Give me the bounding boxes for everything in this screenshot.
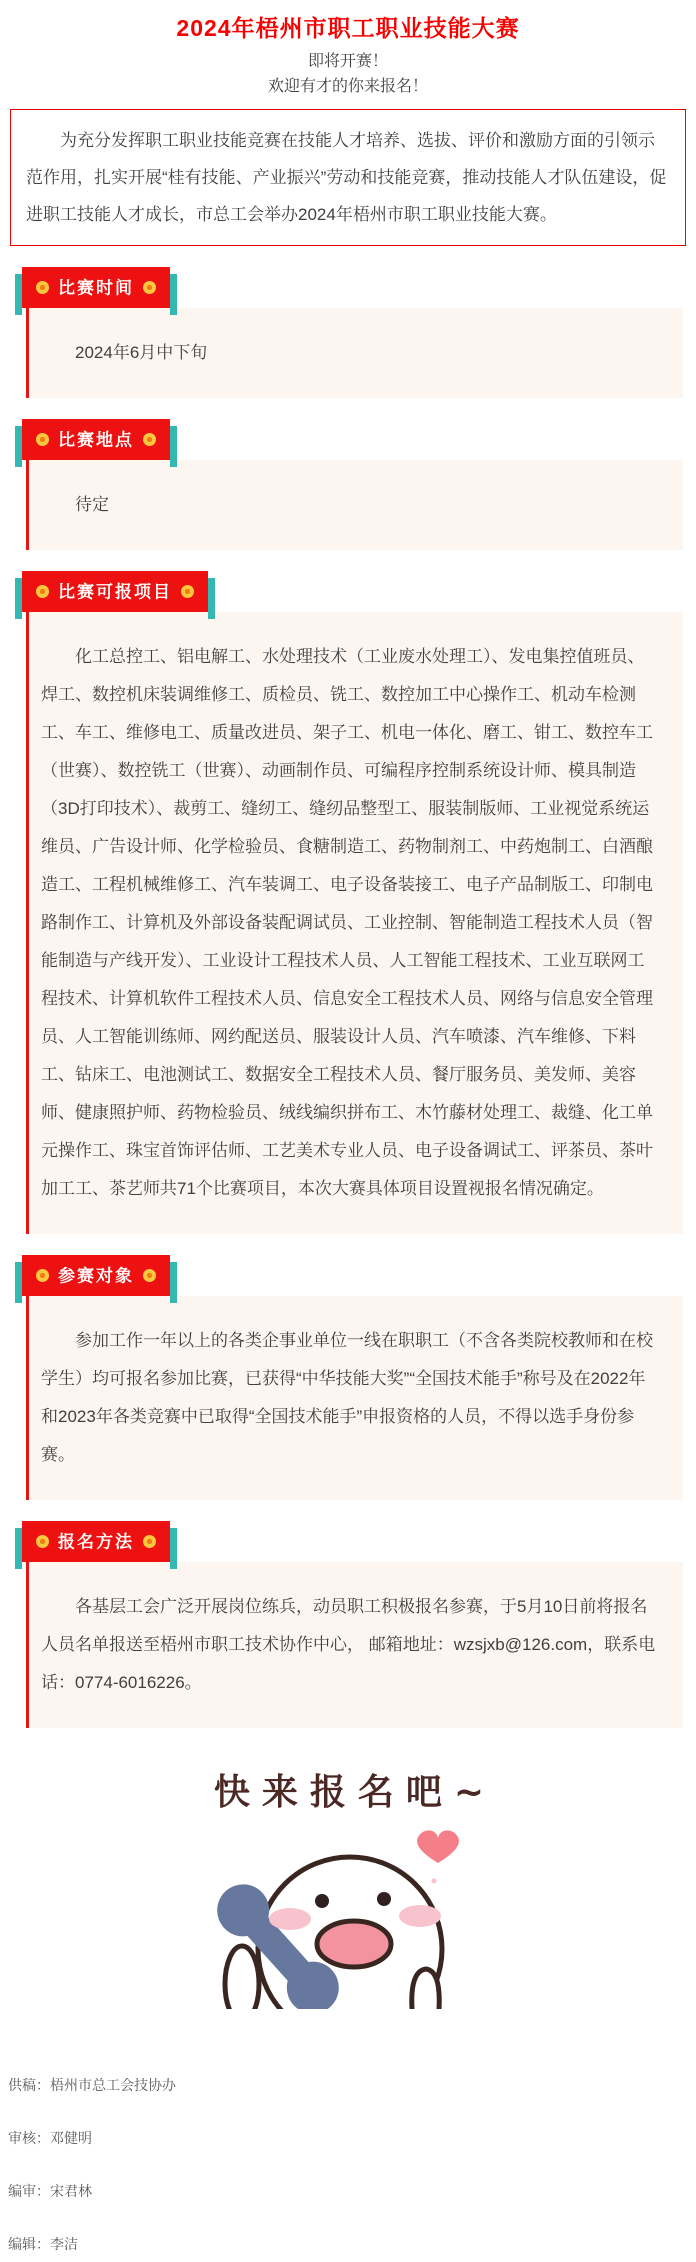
section-heading-label: 比赛可报项目	[58, 582, 172, 602]
section-heading-badge	[22, 571, 208, 612]
credit-editor: 编辑：李洁	[8, 2236, 78, 2252]
section-heading-label: 比赛时间	[58, 278, 134, 298]
section-registration-method	[0, 1521, 696, 1728]
section-body	[26, 1562, 683, 1728]
subtitle-line-1: 即将开赛！	[307, 53, 388, 70]
footer-credits	[8, 2075, 696, 2254]
section-competition-events	[0, 571, 696, 1234]
section-body	[26, 308, 683, 398]
credit-reviewer: 审核：邓健明	[8, 2130, 92, 2146]
section-competition-venue	[0, 419, 696, 550]
intro-paragraph: 为充分发挥职工职业技能竞赛在技能人才培养、选拔、评价和激励方面的引领示范作用，扎实开展“桂有技能、产业振兴”劳动和技能竞赛，推动技能人才队伍建设，促进职工技能人才成长，市总工会举办2024年梧州市职工职业技能大赛。	[26, 131, 667, 224]
credit-contributor: 供稿：梧州市总工会技协办	[8, 2077, 176, 2093]
coin-icon	[36, 1535, 49, 1548]
section-heading-badge	[22, 1255, 170, 1296]
mascot-illustration	[118, 1819, 578, 2009]
section-text: 参加工作一年以上的各类企事业单位一线在职职工（不含各类院校教师和在校学生）均可报名参加比赛，已获得“中华技能大奖”“全国技术能手”称号及在2022年和2023年各类竞赛中已取得“全国技术能手”申报资格的人员，不得以选手身份参赛。	[41, 1331, 653, 1464]
coin-icon	[143, 433, 156, 446]
section-text: 待定	[75, 495, 109, 514]
coin-icon	[36, 1269, 49, 1282]
coin-icon	[143, 281, 156, 294]
subtitle-line-2: 欢迎有才的你来报名！	[267, 78, 428, 95]
section-competition-time	[0, 267, 696, 398]
coin-icon	[36, 281, 49, 294]
section-heading-badge	[22, 419, 170, 460]
section-heading-badge	[22, 267, 170, 308]
illustration-caption: 快来报名吧~	[213, 1772, 497, 1813]
section-text: 化工总控工、铝电解工、水处理技术（工业废水处理工）、发电集控值班员、焊工、数控机床装调维修工、质检员、铣工、数控加工中心操作工、机动车检测工、车工、维修电工、质量改进员、架子工、机电一体化、磨工、钳工、数控车工（世赛）、数控铣工（世赛）、动画制作员、可编程序控制系统设计师、模具制造（3D打印技术）、裁剪工、缝纫工、缝纫品整型工、服装制版师、工业视觉系统运维员、广告设计师、化学检验员、食糖制造工、药物制剂工、中药炮制工、白酒酿造工、工程机械维修工、汽车装调工、电子设备装接工、电子产品制版工、印制电路制作工、计算机及外部设备装配调试员、工业控制、智能制造工程技术人员（智能制造与产线开发）、工业设计工程技术人员、人工智能工程技术、工业互联网工程技术、计算机软件工程技术人员、信息安全工程技术人员、网络与信息安全管理员、人工智能训练师、网约配送员、服装设计人员、汽车喷漆、汽车维修、下料工、钻床工、电池测试工、数据安全工程技术人员、餐厅服务员、美发师、美容师、健康照护师、药物检验员、绒线编织拼布工、木竹藤材处理工、裁缝、化工单元操作工、珠宝首饰评估师、工艺美术专业人员、电子设备调试工、评茶员、茶叶加工工、茶艺师共71个比赛项目，本次大赛具体项目设置视报名情况确定。	[41, 647, 653, 1198]
section-heading-label: 参赛对象	[58, 1266, 134, 1286]
section-text: 各基层工会广泛开展岗位练兵，动员职工积极报名参赛，于5月10日前将报名人员名单报送至梧州市职工技术协作中心， 邮箱地址：wzsjxb@126.com，联系电话：0774-6016226。	[41, 1597, 656, 1692]
section-body	[26, 460, 683, 550]
coin-icon	[181, 585, 194, 598]
coin-icon	[36, 585, 49, 598]
section-heading-label: 报名方法	[58, 1532, 134, 1552]
intro-box	[10, 109, 686, 246]
section-body	[26, 612, 683, 1234]
section-heading-badge	[22, 1521, 170, 1562]
section-body	[26, 1296, 683, 1500]
section-text: 2024年6月中下旬	[75, 343, 208, 362]
section-heading-label: 比赛地点	[58, 430, 134, 450]
signup-illustration	[113, 1764, 583, 2009]
coin-icon	[36, 433, 49, 446]
section-participants	[0, 1255, 696, 1500]
coin-icon	[143, 1535, 156, 1548]
credit-editor-in-chief: 编审：宋君林	[8, 2183, 92, 2199]
page-title: 2024年梧州市职工职业技能大赛	[176, 15, 520, 41]
heart-icon	[417, 1830, 459, 1863]
coin-icon	[143, 1269, 156, 1282]
